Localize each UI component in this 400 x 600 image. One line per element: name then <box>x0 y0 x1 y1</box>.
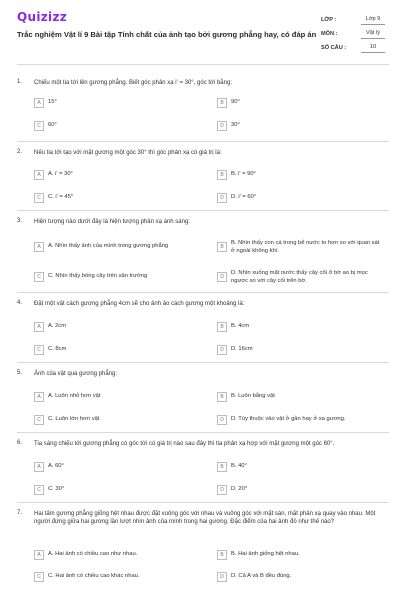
header-divider <box>17 64 389 65</box>
option-text: A. Nhìn thấy ảnh của mình trong gương phẳng <box>48 243 169 249</box>
option-text: C. 30° <box>48 486 65 492</box>
option-text: 15° <box>48 99 57 105</box>
option-letter-box: C <box>34 121 44 131</box>
option-text: C. i' = 45° <box>48 194 74 200</box>
option-letter-box: A <box>34 550 44 560</box>
question-text: Nếu tia tới tạo với mặt gương một góc 30° thì góc phản xạ có giá trị là: <box>34 150 222 156</box>
meta-class-value: Lớp 9 <box>361 15 385 25</box>
option-letter-box: B <box>217 170 227 180</box>
option-letter-box: B <box>217 322 227 332</box>
option-letter-box: D <box>217 572 227 582</box>
option-text: 60° <box>48 122 57 128</box>
option-letter-box: B <box>217 392 227 402</box>
quizizz-logo: Quizizz <box>17 10 68 24</box>
option-text: A. i' = 30° <box>48 171 73 177</box>
option-letter-box: C <box>34 485 44 495</box>
option-letter-box: B <box>217 462 227 472</box>
option-text: B. i' = 90° <box>231 171 256 177</box>
meta-class-label: LỚP : <box>321 17 337 23</box>
question-text: Ảnh của vật qua gương phẳng: <box>34 371 118 377</box>
question-number: 2. <box>17 149 23 155</box>
worksheet-header <box>0 0 400 64</box>
question-text: Hai tấm gương phẳng giống hệt nhau được đặt vuông góc với nhau và vuông góc với mặt sàn, mặt phản xạ quay vào nhau. Một người đứng giữa hai gương lần lượt nhìn ảnh của mình trong hai gương. Đặc điểm của hai ảnh đó như thế nào? <box>34 511 376 525</box>
option-letter-box: B <box>217 242 227 252</box>
option-text: 30° <box>231 122 240 128</box>
option-letter-box: D <box>217 272 227 282</box>
question-number: 6. <box>17 440 23 446</box>
question-divider <box>17 141 389 142</box>
option-letter-box: C <box>34 415 44 425</box>
option-text: A. Hai ảnh có chiều cao như nhau. <box>48 551 138 557</box>
question-number: 7. <box>17 510 23 516</box>
option-letter-box: A <box>34 322 44 332</box>
meta-count <box>321 44 377 51</box>
question-divider <box>17 432 389 433</box>
option-text: B. 40° <box>231 463 247 469</box>
option-letter-box: D <box>217 193 227 203</box>
question-number: 3. <box>17 218 23 224</box>
question-divider <box>17 502 389 503</box>
worksheet-title: Trắc nghiệm Vật lí 9 Bài tập Tính chất của ảnh tạo bởi gương phẳng hay, có đáp án <box>17 30 317 39</box>
meta-count-label: SỐ CÂU : <box>321 45 347 51</box>
question-text: Hiện tượng nào dưới đây là hiện tượng phản xạ ánh sáng: <box>34 219 190 225</box>
option-letter-box: C <box>34 572 44 582</box>
option-letter-box: A <box>34 242 44 252</box>
option-text: D. 20° <box>231 486 248 492</box>
option-text: C. Nhìn thấy bóng cây trên sân trường <box>48 273 148 279</box>
option-text: D. Tùy thuộc vào vật ở gần hay ở xa gương. <box>231 416 346 422</box>
question-number: 1. <box>17 79 23 85</box>
question-divider <box>17 292 389 293</box>
meta-subject-label: MÔN : <box>321 31 338 37</box>
option-letter-box: A <box>34 462 44 472</box>
option-letter-box: A <box>34 98 44 108</box>
option-text: B. 4cm <box>231 323 250 329</box>
question-divider <box>17 362 389 363</box>
option-letter-box: B <box>217 550 227 560</box>
option-text: C. Luôn lớn hơn vật <box>48 416 100 422</box>
option-letter-box: A <box>34 170 44 180</box>
question-number: 5. <box>17 370 23 376</box>
option-letter-box: D <box>217 345 227 355</box>
meta-subject <box>321 30 380 37</box>
option-letter-box: C <box>34 345 44 355</box>
option-text: B. Luôn bằng vật <box>231 393 275 399</box>
option-text: D. 16cm <box>231 346 253 352</box>
question-text: Tia sáng chiếu tới gương phẳng có góc tới có giá trị nào sau đây thì tia phản xạ hợp với mặt gương một góc 60°. <box>34 441 335 447</box>
option-text: C. Hai ảnh có chiều cao khác nhau. <box>48 573 140 579</box>
meta-count-value: 10 <box>361 43 385 53</box>
option-text: D. Nhìn xuống mặt nước thấy cây cối ở bờ ao bị mọc ngược so với cây cối trên bờ. <box>231 270 368 284</box>
option-text: D. Cả A và B đều đúng. <box>231 573 292 579</box>
option-text: C. 8cm <box>48 346 67 352</box>
option-text: A. 2cm <box>48 323 67 329</box>
option-text: D. i' = 60° <box>231 194 257 200</box>
option-letter-box: D <box>217 485 227 495</box>
question-number: 4. <box>17 300 23 306</box>
option-text: A. 60° <box>48 463 64 469</box>
option-letter-box: D <box>217 415 227 425</box>
option-text: B. Hai ảnh giống hệt nhau. <box>231 551 300 557</box>
option-letter-box: B <box>217 98 227 108</box>
question-text: Chiếu một tia tới lên gương phẳng. Biết góc phản xạ i' = 30°, góc tới bằng: <box>34 80 232 86</box>
option-text: B. Nhìn thấy con cá trong bể nước to hơn so với quan sát ở ngoài không khí. <box>231 240 380 254</box>
option-letter-box: D <box>217 121 227 131</box>
option-letter-box: A <box>34 392 44 402</box>
option-letter-box: C <box>34 272 44 282</box>
question-divider <box>17 210 389 211</box>
option-text: 90° <box>231 99 240 105</box>
option-letter-box: C <box>34 193 44 203</box>
question-text: Đặt một vật cách gương phẳng 4cm sẽ cho ảnh ảo cách gương một khoảng là: <box>34 301 245 307</box>
meta-class <box>321 16 381 23</box>
option-text: A. Luôn nhỏ hơn vật <box>48 393 101 399</box>
meta-subject-value: Vật lý <box>361 29 385 39</box>
